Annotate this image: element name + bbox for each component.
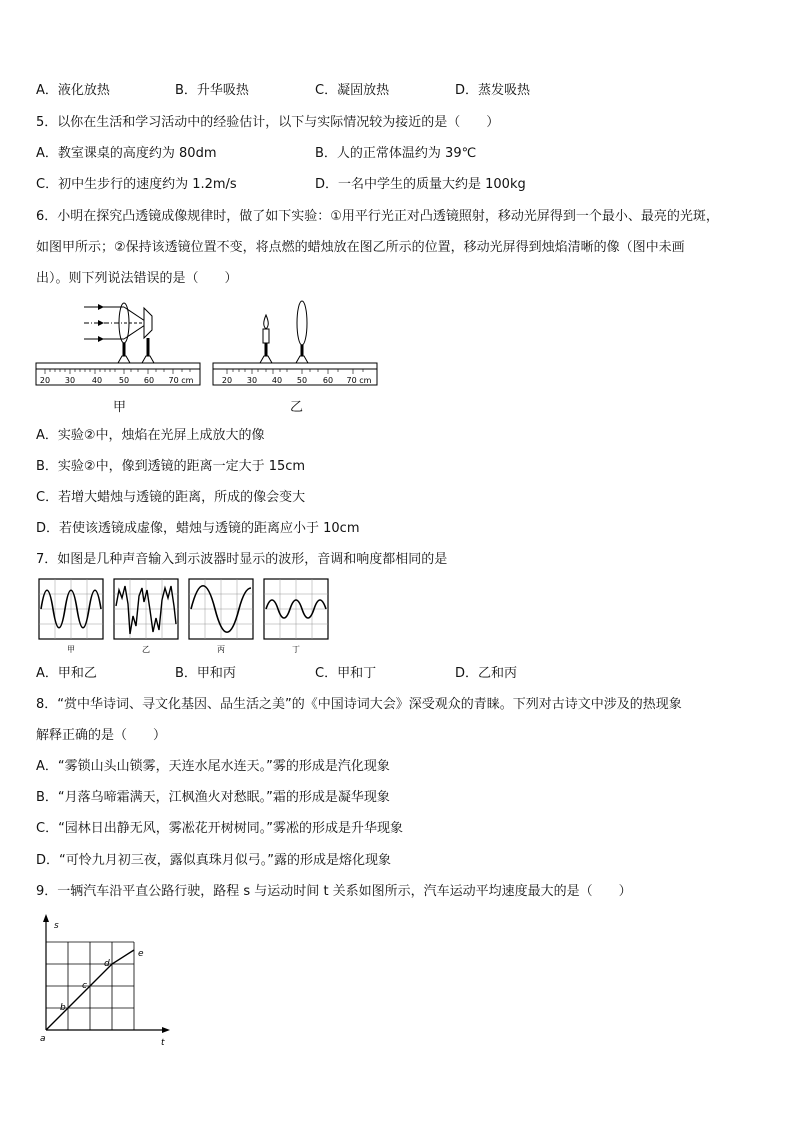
wave-panel-ding <box>264 579 328 654</box>
ruler-tick-40: 40 <box>91 376 103 385</box>
ruler-tick-30: 30 <box>246 376 258 385</box>
wave-panel-bing <box>189 579 253 654</box>
q6-option-a: A．实验②中，烛焰在光屏上成放大的像 <box>36 428 265 443</box>
q5-option-b: B．人的正常体温约为 39℃ <box>315 146 477 161</box>
ruler-tick-50: 50 <box>118 376 130 385</box>
q4-option-c: C．凝固放热 <box>315 83 390 98</box>
point-label-b: b <box>60 1003 66 1013</box>
figure-caption-jia: 甲 <box>113 400 127 415</box>
point-label-a: a <box>40 1034 46 1044</box>
wave-label-bing: 丙 <box>217 645 225 654</box>
q8-option-d: D．“可怜九月初三夜，露似真珠月似弓。”露的形成是熔化现象 <box>36 853 391 868</box>
q8-option-a: A．“雾锁山头山锁雾，天连水尾水连天。”雾的形成是汽化现象 <box>36 759 390 774</box>
q8-option-b: B．“月落乌啼霜满天，江枫渔火对愁眠。”霜的形成是凝华现象 <box>36 790 390 805</box>
q8-stem-line-1: 8．“赏中华诗词、寻文化基因、品生活之美”的《中国诗词大会》深受观众的青睐。下列对古诗文中涉及的热现象 <box>36 697 682 712</box>
ruler-tick-60: 60 <box>322 376 334 385</box>
q5-option-a: A．教室课桌的高度约为 80dm <box>36 146 217 161</box>
q7-option-c: C．甲和丁 <box>315 666 377 681</box>
q5-stem: 5．以你在生活和学习活动中的经验估计，以下与实际情况较为接近的是（ ） <box>36 115 500 130</box>
q6-option-c: C．若增大蜡烛与透镜的距离，所成的像会变大 <box>36 490 306 505</box>
ruler-tick-30: 30 <box>64 376 76 385</box>
q7-option-d: D．乙和丙 <box>455 666 518 681</box>
q7-option-a: A．甲和乙 <box>36 666 97 681</box>
q4-option-b: B．升华吸热 <box>175 83 249 98</box>
oscilloscope-waves <box>36 576 332 658</box>
wave-panel-yi <box>114 579 178 654</box>
q7-stem: 7．如图是几种声音输入到示波器时显示的波形，音调和响度都相同的是 <box>36 552 448 567</box>
lens-figure-yi <box>213 298 381 394</box>
q6-stem-line-2: 如图甲所示；②保持该透镜位置不变，将点燃的蜡烛放在图乙所示的位置，移动光屏得到烛焰清晰的像（图中未画 <box>36 240 685 255</box>
q6-stem-line-1: 6．小明在探究凸透镜成像规律时，做了如下实验：①用平行光正对凸透镜照射，移动光屏得到一个最小、最亮的光斑， <box>36 209 719 224</box>
wave-panel-jia <box>39 579 103 654</box>
point-label-c: c <box>82 981 87 991</box>
wave-label-yi: 乙 <box>142 645 150 654</box>
point-label-e: e <box>138 949 144 959</box>
distance-time-graph <box>36 912 176 1050</box>
ruler-tick-20: 20 <box>221 376 233 385</box>
q5-option-c: C．初中生步行的速度约为 1.2m/s <box>36 177 237 192</box>
y-axis-label: s <box>54 921 59 931</box>
wave-label-jia: 甲 <box>67 645 75 654</box>
q8-option-c: C．“园林日出静无风，雾凇花开树树同。”雾凇的形成是升华现象 <box>36 821 404 836</box>
q7-option-b: B．甲和丙 <box>175 666 236 681</box>
q4-option-a: A．液化放热 <box>36 83 110 98</box>
wave-label-ding: 丁 <box>292 645 300 654</box>
q6-option-b: B．实验②中，像到透镜的距离一定大于 15cm <box>36 459 306 474</box>
ruler-tick-70cm: 70 cm <box>346 376 372 385</box>
q8-stem-line-2: 解释正确的是（ ） <box>36 728 167 743</box>
ruler-tick-60: 60 <box>143 376 155 385</box>
ruler-tick-40: 40 <box>271 376 283 385</box>
q6-option-d: D．若使该透镜成虚像，蜡烛与透镜的距离应小于 10cm <box>36 521 360 536</box>
ruler-tick-20: 20 <box>39 376 51 385</box>
ruler-tick-70cm: 70 cm <box>168 376 194 385</box>
q6-stem-line-3: 出）。则下列说法错误的是（ ） <box>36 271 238 286</box>
point-label-d: d <box>104 959 110 969</box>
ruler-tick-50: 50 <box>296 376 308 385</box>
lens-figure-jia <box>36 298 204 394</box>
x-axis-label: t <box>161 1038 165 1048</box>
q5-option-d: D．一名中学生的质量大约是 100kg <box>315 177 526 192</box>
q4-option-d: D．蒸发吸热 <box>455 83 531 98</box>
figure-caption-yi: 乙 <box>290 400 304 415</box>
q9-stem: 9．一辆汽车沿平直公路行驶，路程 s 与运动时间 t 关系如图所示，汽车运动平均速度最大的是（ ） <box>36 884 632 899</box>
